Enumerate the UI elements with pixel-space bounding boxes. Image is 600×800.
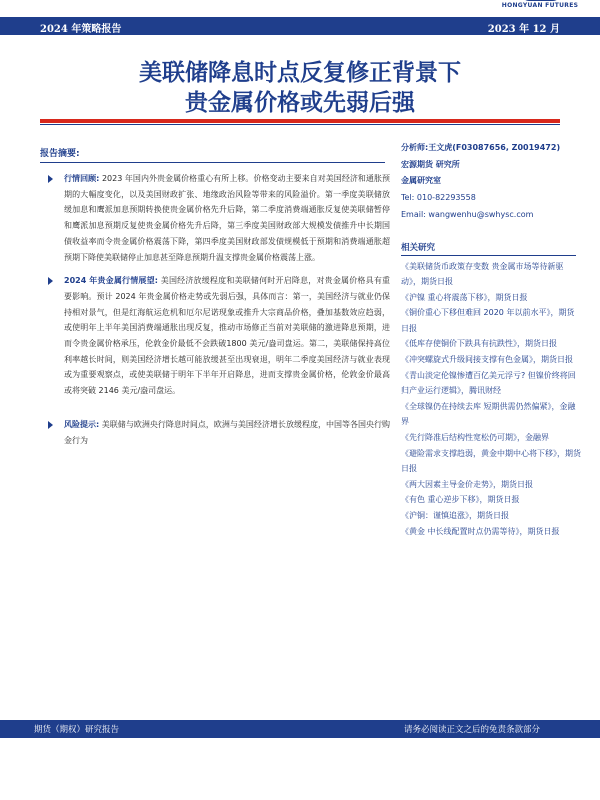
header-bar	[0, 17, 600, 35]
related-research-rule	[401, 255, 576, 256]
related-research-list	[401, 259, 581, 540]
related-item: 《黄金 中长线配置时点仍需等待》，期货日报	[401, 526, 560, 536]
analyst-info	[401, 140, 581, 224]
related-item: 《青山淡定伦镍惨遭百亿美元浮亏? 但镍价终将回归产业运行逻辑》，腾讯财经	[401, 370, 576, 396]
sidebar	[401, 140, 581, 539]
paragraph-text: 美国经济放缓程度和美联储何时开启降息，对贵金属价格具有重要影响。预计 2024 年贵金属价格走势或先弱后强，具体而言：第一，美国经济与就业仍保持相对景气，但是红海航运危机和厄尔尼诺现象或推升大宗商品价格，叠加基数效应趋弱，或使明年上半年美国消费端通胀出现反复，推动市场修正当前对美联储的激进降息预期，进而令贵金属价格承压，伦敦金价最低不会跌破1800 美元/盎司盘运。第二，美联储保持高位利率越长时间，则美国经济增长越可能放缓甚至出现衰退，明年二季度美国经济与就业表现或为重要观察点，或使美联储于明年下半年开启降息，进而支撑贵金属价格，伦敦金价最高或将突破 2146 美元/盎司盘运。	[64, 276, 391, 396]
report-title-line1: 美联储降息时点反复修正背景下	[139, 60, 461, 86]
logo-swoosh-icon	[522, 0, 560, 1]
report-series: 2024 年策略报告	[40, 24, 122, 35]
hongyuan-logo	[492, 0, 588, 16]
title-rule-red	[40, 119, 560, 123]
related-item: 《铜价重心下移但难回 2020 年以前水平》，期货日报	[401, 308, 575, 333]
summary-heading-rule	[40, 162, 385, 163]
related-research-heading: 相关研究	[401, 242, 436, 253]
related-item: 《避险需求支撑趋弱，黄金中期中心将下移》，期货日报	[401, 448, 581, 474]
summary-section	[40, 146, 390, 448]
summary-paragraph-outlook	[40, 273, 390, 399]
paragraph-lead: 风险提示:	[64, 419, 100, 429]
paragraph-lead: 2024 年贵金属行情展望:	[64, 276, 159, 286]
bullet-triangle-icon	[48, 421, 53, 429]
summary-paragraph-review	[40, 171, 390, 265]
analyst-email[interactable]: Email: wangwenhu@swhysc.com	[401, 209, 534, 219]
paragraph-text: 2023 年国内外贵金属价格重心有所上移。价格变动主要来自对美国经济和通胀预期的大幅度变化，以及美国财政扩张、地缘政治风险等带来的风险溢价。第一季度美联储放缓加息和鹰派加息预期转换使贵金属价格先升后降，第二季度消费端通胀反复使美联储暂停和鹰派加息预期反复使贵金属价格先升后降，第三季度美国财政部大规模发债推升中长期国债收益率而令贵金属价格震荡下降，第四季度美国财政部发债规模低于预期和消费端通胀超预期下降使美联储停止加息甚至降息预期升温支撑贵金属价格震荡上涨。	[64, 174, 391, 262]
footer-left-text: 期货（期权）研究报告	[34, 725, 120, 735]
report-title-line2: 贵金属价格或先弱后强	[185, 90, 415, 116]
related-item: 《低库存使铜价下跌具有抗跌性》，期货日报	[401, 339, 557, 349]
related-item: 《先行降准后结构性宽松仍可期》，金融界	[401, 433, 549, 443]
footer-disclaimer: 请务必阅读正文之后的免责条款部分	[403, 725, 540, 735]
paragraph-lead: 行情回顾:	[64, 174, 100, 183]
bullet-triangle-icon	[48, 277, 53, 285]
bullet-triangle-icon	[48, 175, 53, 183]
title-rule-blue	[40, 124, 560, 125]
related-item: 《有色 重心逆步下移》，期货日报	[401, 495, 520, 505]
summary-heading: 报告摘要:	[40, 149, 80, 159]
related-item: 《沪镍 重心将震荡下移》，期货日报	[401, 292, 528, 302]
related-item: 《美联储货币政策存变数 贵金属市场等待新驱动》，期货日报	[401, 261, 564, 287]
analyst-group: 金属研究室	[401, 176, 441, 186]
logo-brand-text: HONGYUAN FUTURES	[501, 2, 579, 9]
related-item: 《两大因素主导金价走势》，期货日报	[401, 479, 533, 489]
summary-paragraph-risk	[40, 417, 390, 448]
analyst-department: 宏源期货 研究所	[401, 159, 460, 169]
related-item: 《冲突螺旋式升级间接支撑有色金属》，期货日报	[401, 355, 573, 365]
related-item: 《沪铜：谨慎追涨》，期货日报	[401, 511, 509, 521]
analyst-tel: Tel: 010-82293558	[401, 193, 476, 203]
analyst-name: 分析师:王文虎(F03087656, Z0019472)	[401, 143, 561, 152]
report-date: 2023 年 12 月	[487, 24, 560, 35]
related-item: 《全球镍仍在持续去库 短期供需仍然偏紧》，金融界	[401, 401, 576, 427]
paragraph-text: 美联储与欧洲央行降息时间点，欧洲与美国经济增长放缓程度，中国等各国央行购金行为	[64, 419, 391, 445]
footer-bar	[0, 720, 600, 738]
